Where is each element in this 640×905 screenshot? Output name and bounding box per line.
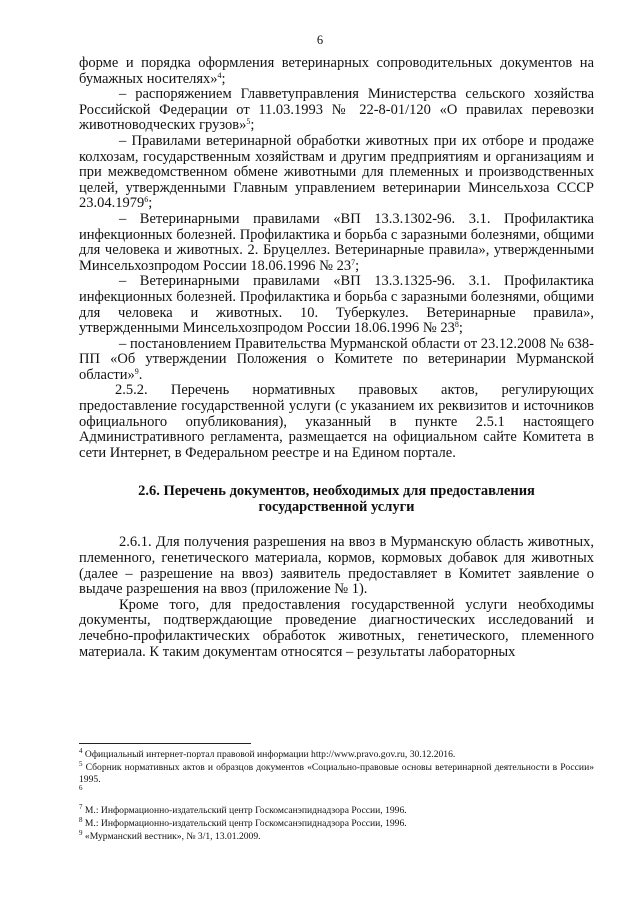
paragraph-list-item: – постановлением Правительства Мурманской области от 23.12.2008 № 638-ПП «Об утверждении Положения о Комитете по ветеринарии Мурманской области»$^9$. (79, 335, 594, 383)
footnote (79, 805, 594, 817)
footnote-number: 7 (79, 803, 83, 812)
document-body (79, 56, 594, 660)
paragraph-text: – Правилами ветеринарной обработки животных при их отборе и продаже колхозам, государственным хозяйствам и другим предприятиям и организациям и при межведомственном обмене животными для племенных и производственных целей, утвержденными Главным управлением ветеринарии Минсельхоза СССР 23.04.1979 (79, 132, 594, 212)
footnote (79, 828, 594, 843)
footnote-number: 5 (79, 759, 83, 768)
footnote (79, 759, 594, 786)
footnote (79, 749, 594, 761)
paragraph-additional-docs: Кроме того, для предоставления государственной услуги необходимы документы, подтверждающие проведение диагностических исследований и лечебно-профилактических обработок животных, генетического, племенного материала. К таким документам относятся – результаты лабораторных (79, 596, 594, 660)
footnote-number: 9 (79, 828, 83, 837)
footnote (79, 786, 594, 798)
paragraph-list-item: – распоряжением Главветуправления Министерства сельского хозяйства Российской Федерации от 11.03.1993 № 22-8-01/120 «О правилах перевозки животноводческих грузов»$^5$; (79, 86, 594, 134)
footnote-divider (79, 743, 251, 744)
footnote-number: 8 (79, 815, 83, 824)
footnote-ref[interactable]: 9 (134, 366, 139, 376)
paragraph-text: – Ветеринарными правилами «ВП 13.3.1325-96. 3.1. Профилактика инфекционных болезней. Профилактика и борьба с заразными болезнями, общими для человека и животных. 10. Туберкулез. Ветеринарные правила», утвержденными Минсельхозпродом России 18.06.1996 № 23 (79, 273, 594, 337)
footnote (79, 815, 594, 830)
paragraph-text: – распоряжением Главветуправления Министерства сельского хозяйства Российской Федерации от 11.03.1993 № 22-8-01/120 «О правилах перевозки животноводческих грузов» (79, 86, 594, 134)
footnote-text: «Мурманский вестник», № 3/1, 13.01.2009. (84, 830, 261, 842)
footnote-number: 6 (79, 784, 83, 793)
paragraph-2-5-2: 2.5.2. Перечень нормативных правовых актов, регулирующих предоставление государственной услуги (с указанием их реквизитов и источников официального опубликования), указанный в пункте 2.5.1 настоящего Административного регламента, размещается на официальном сайте Комитета в сети Интернет, в Федеральном реестре и на Едином портале. (79, 382, 594, 461)
paragraph-list-item: – Ветеринарными правилами «ВП 13.3.1325-96. 3.1. Профилактика инфекционных болезней. Профилактика и борьба с заразными болезнями, общими для человека и животных. 10. Туберкулез. Ветеринарные правила», утвержденными Минсельхозпродом России 18.06.1996 № $23^8$; (79, 273, 594, 337)
heading-line: государственной услуги (258, 499, 415, 516)
footnote-text: Официальный интернет-портал правовой информации http://www.pravo.gov.ru, 30.12.2016. (84, 749, 456, 760)
paragraph-list-item: – Ветеринарными правилами «ВП 13.3.1302-96. 3.1. Профилактика инфекционных болезней. Профилактика и борьба с заразными болезнями, общими для человека и животных. 2. Бруцеллез. Ветеринарные правила», утвержденными Минсельхозпродом России 18.06.1996 № $23^7$; (79, 210, 594, 274)
footnote-text: Сборник нормативных актов и образцов документов «Социально-правовые основы ветеринарной деятельности в России» 1995. (79, 761, 594, 785)
paragraph-2-6-1: 2.6.1. Для получения разрешения на ввоз в Мурманскую область животных, племенного, генетического материала, кормов, кормовых добавок для животных (далее – разрешение на ввоз) заявитель предоставляет в Комитет заявление о выдаче разрешения на ввоз (приложение № 1). (79, 534, 594, 598)
paragraph-list-item: – Правилами ветеринарной обработки животных при их отборе и продаже колхозам, государственным хозяйствам и другим предприятиям и организациям и при межведомственном обмене животными для племенных и производственных целей, утвержденными Главным управлением ветеринарии Минсельхоза СССР 23.04.1979$^6$; (79, 132, 594, 212)
paragraph-text: – постановлением Правительства Мурманской области от 23.12.2008 № 638-ПП «Об утверждении Положения о Комитете по ветеринарии Мурманской области» (79, 335, 594, 383)
heading-line: 2.6. Перечень документов, необходимых для предоставления (138, 483, 535, 500)
page-number: 6 (316, 33, 324, 47)
section-heading (79, 483, 594, 515)
footnote-ref[interactable]: 8 (454, 320, 459, 330)
footnote-ref[interactable]: 5 (246, 117, 251, 127)
footnote-ref[interactable]: 6 (144, 195, 149, 205)
footnotes (79, 749, 594, 844)
footnote-text: М.: Информационно-издательский центр Госкомсанэпиднадзора России, 1996. (84, 817, 407, 829)
paragraph-text: – Ветеринарными правилами «ВП 13.3.1302-96. 3.1. Профилактика инфекционных болезней. Профилактика и борьба с заразными болезнями, общими для человека и животных. 2. Бруцеллез. Ветеринарные правила», утвержденными Минсельхозпродом России 18.06.1996 № 23 (79, 210, 594, 274)
paragraph-continuation: форме и порядка оформления ветеринарных сопроводительных документов на бумажных носителях»$^4$; (79, 55, 594, 87)
footnote-ref[interactable]: 4 (217, 70, 222, 80)
footnote-ref[interactable]: 7 (351, 257, 356, 267)
footnote-number: 4 (79, 747, 83, 755)
footnote-text: М.: Информационно-издательский центр Госкомсанэпиднадзора России, 1996. (84, 805, 407, 817)
paragraph-text: форме и порядка оформления ветеринарных сопроводительных документов на бумажных носителях» (79, 55, 594, 87)
